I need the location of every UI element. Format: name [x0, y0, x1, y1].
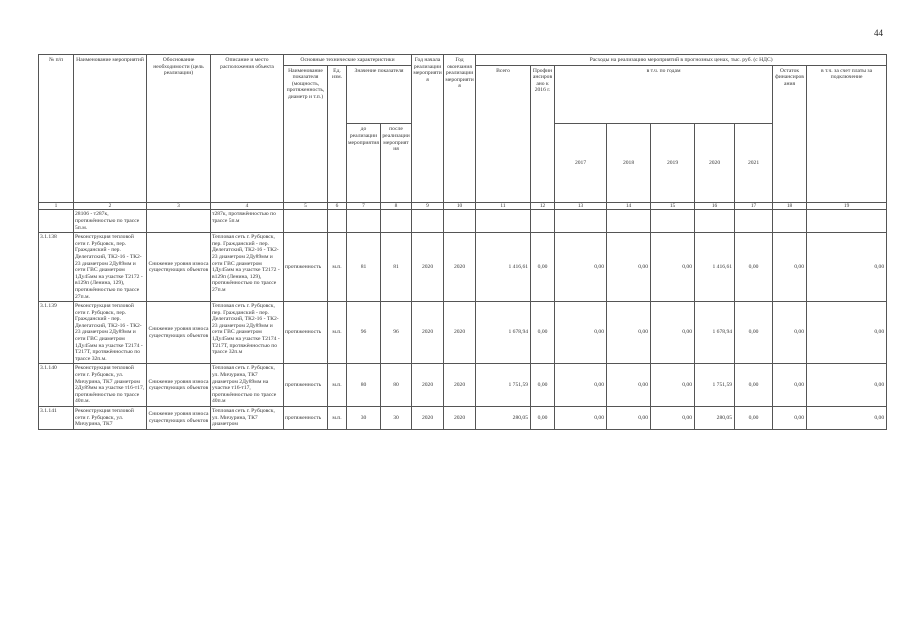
column-numbers-row — [39, 203, 887, 210]
header-year-2018: 2018 — [607, 124, 651, 203]
header-financed: Профинансировано к 2016 г. — [531, 65, 555, 202]
header-total: Всего — [476, 65, 531, 202]
header-tech-params: Основные технические характеристики — [284, 55, 412, 66]
row-no: 3.1.141 — [39, 407, 74, 430]
row-no: 3.1.138 — [39, 233, 74, 302]
header-unit: Ед. изм. — [328, 65, 347, 202]
header-connection-fee: в т.ч. за счет платы за подключение — [807, 65, 887, 202]
row-before: 96 — [347, 302, 381, 364]
row-year-start: 2020 — [412, 233, 444, 302]
row-after: 80 — [381, 364, 412, 407]
row-financed: 0,00 — [531, 407, 555, 430]
row-no: 3.1.140 — [39, 364, 74, 407]
row-2020: 1 751,59 — [695, 364, 735, 407]
row-no: 3.1.139 — [39, 302, 74, 364]
row-2021: 0,00 — [735, 364, 773, 407]
row-financed: 0,00 — [531, 364, 555, 407]
row-year-end: 2020 — [444, 364, 476, 407]
table-row — [39, 233, 887, 302]
row-remaining: 0,00 — [773, 407, 807, 430]
col-num: 13 — [555, 203, 607, 210]
row-year-start: 2020 — [412, 302, 444, 364]
header-before: до реализации мероприятия — [347, 124, 381, 203]
col-num: 1 — [39, 203, 74, 210]
header-justification: Обоснование необходимости (цель реализации) — [147, 55, 211, 203]
row-2019: 0,00 — [651, 407, 695, 430]
row-name: Реконструкция тепловой сети г. Рубцовск, пер. Гражданский - пер. Делегатский, ТК2-16 - ТК2-23 диаметром 2Ду89мм и сети ГВС диаметром 1Ду45мм на участке Т2172 - в129п (Ленина, 129), протяжённостью по трассе 27п.м. — [74, 233, 147, 302]
row-after: 81 — [381, 233, 412, 302]
table-row — [39, 407, 887, 430]
row-2021: 0,00 — [735, 302, 773, 364]
row-2020: 1 678,94 — [695, 302, 735, 364]
row-2017: 0,00 — [555, 233, 607, 302]
row-2019: 0,00 — [651, 302, 695, 364]
col-num: 4 — [211, 203, 284, 210]
header-costs: Расходы на реализацию мероприятий в прогнозных ценах, тыс. руб. (с НДС) — [476, 55, 887, 66]
row-unit: м.п. — [328, 407, 347, 430]
row-justification: Снижение уровня износа существующих объектов — [147, 233, 211, 302]
row-remaining: 0,00 — [773, 233, 807, 302]
row-2017: 0,00 — [555, 407, 607, 430]
row-param: протяженность — [284, 233, 328, 302]
row-2020: 280,05 — [695, 407, 735, 430]
col-num: 14 — [607, 203, 651, 210]
col-num: 17 — [735, 203, 773, 210]
col-num: 16 — [695, 203, 735, 210]
row-2018: 0,00 — [607, 407, 651, 430]
col-num: 8 — [381, 203, 412, 210]
header-year-2019: 2019 — [651, 124, 695, 203]
row-2018: 0,00 — [607, 364, 651, 407]
col-num: 9 — [412, 203, 444, 210]
row-description: Тепловая сеть г. Рубцовск, пер. Гражданский - пер. Делегатский, ТК2-16 - ТК2-23 диаметром 2Ду89мм и сети ГВС диаметром 1Ду45мм на участке Т2172 - в129п (Ленина, 129), протяжённостью по трассе 27п.м — [211, 233, 284, 302]
col-num: 15 — [651, 203, 695, 210]
row-total: 1 678,94 — [476, 302, 531, 364]
header-year-2020: 2020 — [695, 124, 735, 203]
page-number: 44 — [874, 28, 883, 38]
row-total: 1 751,59 — [476, 364, 531, 407]
row-name: 28106 - т287к, протяжённостью по трассе 5п.м. — [74, 210, 147, 233]
row-unit: м.п. — [328, 302, 347, 364]
row-param: протяженность — [284, 407, 328, 430]
header-param-name: Наименование показателя (мощность, протяженность, диаметр и т.п.) — [284, 65, 328, 202]
row-unit: м.п. — [328, 364, 347, 407]
row-2019: 0,00 — [651, 364, 695, 407]
row-year-start: 2020 — [412, 364, 444, 407]
row-2019: 0,00 — [651, 233, 695, 302]
col-num: 3 — [147, 203, 211, 210]
col-num: 2 — [74, 203, 147, 210]
table-row — [39, 302, 887, 364]
header-value: Значение показателя — [347, 65, 412, 124]
header-year-2017: 2017 — [555, 124, 607, 203]
row-description: Тепловая сеть г. Рубцовск, ул. Мичурина, ТК7 диаметром — [211, 407, 284, 430]
row-2017: 0,00 — [555, 302, 607, 364]
row-fee: 0,00 — [807, 407, 887, 430]
row-total: 280,05 — [476, 407, 531, 430]
row-remaining: 0,00 — [773, 302, 807, 364]
row-after: 96 — [381, 302, 412, 364]
row-2018: 0,00 — [607, 233, 651, 302]
col-num: 19 — [807, 203, 887, 210]
row-before: 80 — [347, 364, 381, 407]
col-num: 6 — [328, 203, 347, 210]
row-financed: 0,00 — [531, 233, 555, 302]
row-before: 30 — [347, 407, 381, 430]
header-by-years: в т.ч. по годам — [555, 65, 773, 124]
row-year-end: 2020 — [444, 407, 476, 430]
row-2017: 0,00 — [555, 364, 607, 407]
header-name: Наименование мероприятий — [74, 55, 147, 203]
header-year-start: Год начала реализации мероприятия — [412, 55, 444, 203]
row-justification: Снижение уровня износа существующих объектов — [147, 407, 211, 430]
row-description: Тепловая сеть г. Рубцовск, пер. Гражданский - пер. Делегатский, ТК2-16 - ТК2-23 диаметром 2Ду89мм и сети ГВС диаметром 1Ду45мм на участке Т2174 - Т217Т, протяжённостью по трассе 32п.м — [211, 302, 284, 364]
investment-table — [38, 54, 887, 430]
row-fee: 0,00 — [807, 233, 887, 302]
col-num: 7 — [347, 203, 381, 210]
row-name: Реконструкция тепловой сети г. Рубцовск, ул. Мичурина, ТК7 диаметром 2Ду89мм на участке т16-т17, протяжённостью по трассе 40п.м. — [74, 364, 147, 407]
row-2018: 0,00 — [607, 302, 651, 364]
row-justification: Снижение уровня износа существующих объектов — [147, 364, 211, 407]
col-num: 18 — [773, 203, 807, 210]
col-num: 12 — [531, 203, 555, 210]
row-description: т287к, протяжённостью по трассе 5п.м — [211, 210, 284, 233]
row-name: Реконструкция тепловой сети г. Рубцовск, пер. Гражданский - пер. Делегатский, ТК2-16 - ТК2-23 диаметром 2Ду89мм и сети ГВС диаметром 1Ду45мм на участке Т2174 - Т217Т, протяжённостью по трассе 32п.м. — [74, 302, 147, 364]
row-name: Реконструкция тепловой сети г. Рубцовск, ул. Мичурина, ТК7 — [74, 407, 147, 430]
header-after: после реализации мероприятия — [381, 124, 412, 203]
header-year-2021: 2021 — [735, 124, 773, 203]
row-2020: 1 416,61 — [695, 233, 735, 302]
row-fee: 0,00 — [807, 302, 887, 364]
row-fee: 0,00 — [807, 364, 887, 407]
row-after: 30 — [381, 407, 412, 430]
row-before: 81 — [347, 233, 381, 302]
col-num: 5 — [284, 203, 328, 210]
row-remaining: 0,00 — [773, 364, 807, 407]
row-year-start: 2020 — [412, 407, 444, 430]
header-year-end: Год окончания реализации мероприятия — [444, 55, 476, 203]
row-year-end: 2020 — [444, 233, 476, 302]
row-param: протяженность — [284, 302, 328, 364]
row-justification: Снижение уровня износа существующих объектов — [147, 302, 211, 364]
row-year-end: 2020 — [444, 302, 476, 364]
row-2021: 0,00 — [735, 407, 773, 430]
col-num: 10 — [444, 203, 476, 210]
row-param: протяженность — [284, 364, 328, 407]
col-num: 11 — [476, 203, 531, 210]
row-unit: м.п. — [328, 233, 347, 302]
row-financed: 0,00 — [531, 302, 555, 364]
header-no: № п/п — [39, 55, 74, 203]
header-description: Описание и место расположения объекта — [211, 55, 284, 203]
header-remaining: Остаток финансирования — [773, 65, 807, 202]
row-total: 1 416,61 — [476, 233, 531, 302]
table-row-continued — [39, 210, 887, 233]
row-description: Тепловая сеть г. Рубцовск, ул. Мичурина, ТК7 диаметром 2Ду89мм на участке т16-т17, протяжённостью по трассе 40п.м — [211, 364, 284, 407]
table-row — [39, 364, 887, 407]
row-2021: 0,00 — [735, 233, 773, 302]
